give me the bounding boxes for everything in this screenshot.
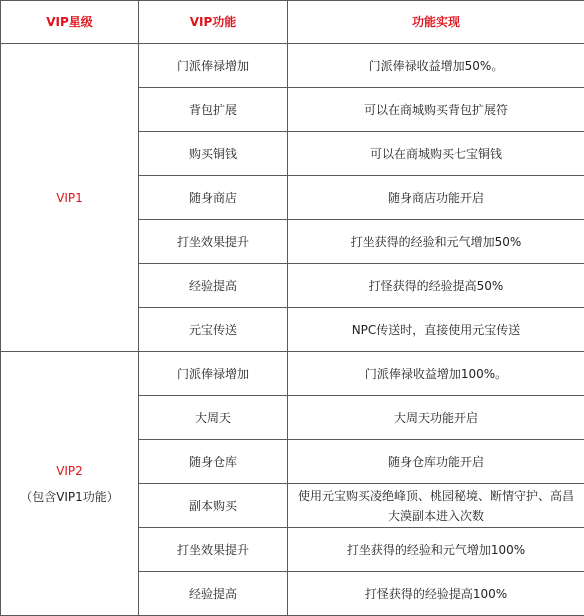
feature-cell: 大周天 [139, 396, 288, 440]
implementation-cell: 使用元宝购买凌绝峰顶、桃园秘境、断情守护、高昌大漠副本进入次数 [288, 484, 584, 528]
implementation-cell: 打坐获得的经验和元气增加50% [288, 220, 584, 264]
header-vip-level: VIP星级 [1, 1, 139, 44]
feature-cell: 门派俸禄增加 [139, 352, 288, 396]
vip-level-label: VIP2 [56, 464, 83, 478]
implementation-cell: 可以在商城购买七宝铜钱 [288, 132, 584, 176]
feature-cell: 经验提高 [139, 572, 288, 616]
implementation-cell: 打怪获得的经验提高100% [288, 572, 584, 616]
feature-cell: 购买铜钱 [139, 132, 288, 176]
implementation-cell: 大周天功能开启 [288, 396, 584, 440]
feature-cell: 元宝传送 [139, 308, 288, 352]
implementation-cell: 随身仓库功能开启 [288, 440, 584, 484]
header-row [1, 1, 584, 44]
feature-cell: 随身仓库 [139, 440, 288, 484]
implementation-cell: 随身商店功能开启 [288, 176, 584, 220]
feature-cell: 门派俸禄增加 [139, 44, 288, 88]
feature-cell: 打坐效果提升 [139, 220, 288, 264]
implementation-cell: NPC传送时，直接使用元宝传送 [288, 308, 584, 352]
vip2-level-cell [1, 352, 139, 616]
table-row [1, 352, 584, 396]
vip-level-note: （包含VIP1功能） [7, 487, 132, 507]
vip1-level-cell [1, 44, 139, 352]
feature-cell: 背包扩展 [139, 88, 288, 132]
feature-cell: 打坐效果提升 [139, 528, 288, 572]
table-row [1, 44, 584, 88]
implementation-cell: 可以在商城购买背包扩展符 [288, 88, 584, 132]
feature-cell: 随身商店 [139, 176, 288, 220]
implementation-cell: 门派俸禄收益增加50%。 [288, 44, 584, 88]
implementation-cell: 打坐获得的经验和元气增加100% [288, 528, 584, 572]
header-vip-feature: VIP功能 [139, 1, 288, 44]
implementation-cell: 门派俸禄收益增加100%。 [288, 352, 584, 396]
feature-cell: 副本购买 [139, 484, 288, 528]
header-implementation: 功能实现 [288, 1, 584, 44]
vip-level-label: VIP1 [56, 191, 83, 205]
implementation-cell: 打怪获得的经验提高50% [288, 264, 584, 308]
feature-cell: 经验提高 [139, 264, 288, 308]
